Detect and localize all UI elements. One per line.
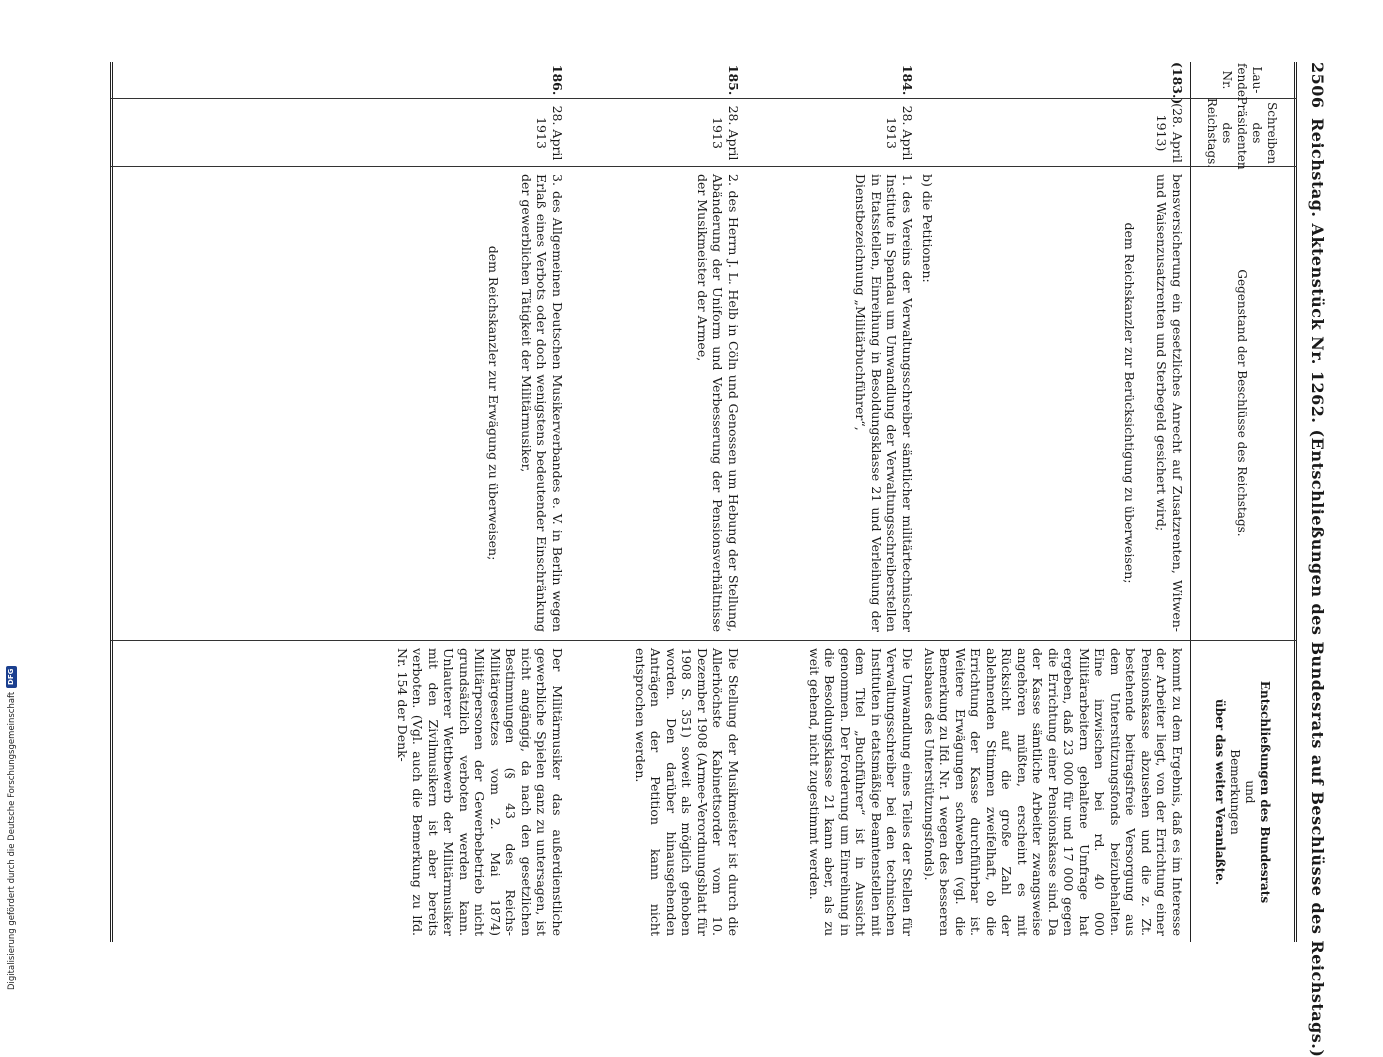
- column-header-gegenstand: [1195, 168, 1289, 638]
- header-line: Schreiben: [1265, 102, 1280, 164]
- header-rule: [1294, 62, 1297, 942]
- column-divider: [111, 166, 1297, 167]
- row-subject: 3. des Allgemeinen Deutschen Musikerverbandes e. V. in Berlin wegen Erlaß eines Verbots oder doch wenigstens bedeutender Einschränkung der gewerblichen Tätigkeit der Militärmusiker,: [519, 174, 565, 632]
- row-note: Die Umwandlung eines Teiles der Stellen für Verwaltungsschreiber bei den technischen Instituten in etatsmäßige Beamtenstellen mit dem Titel „Buchführer“ ist in Aussicht genommen. Der Forderung um Einreihung in die Besoldungsklasse 21 kann aber, als zu weit gehend, nicht zugestimmt werden.: [807, 648, 915, 936]
- row-number: 186.: [550, 64, 565, 96]
- header-line: Präsidenten: [1235, 96, 1250, 170]
- column-header-rule: [1190, 62, 1191, 942]
- column-divider: [111, 640, 1297, 641]
- page-number: 2506: [1308, 62, 1327, 109]
- row-number: (183.): [1170, 62, 1185, 105]
- row-date: 28. April 1913: [534, 105, 565, 161]
- header-line: Bemerkungen: [1228, 749, 1242, 835]
- row-date: 28. April 1913: [884, 105, 915, 161]
- header-line: des: [1220, 122, 1235, 144]
- column-header-lfd-nr: [1195, 62, 1289, 98]
- header-line: Lau-: [1250, 66, 1265, 94]
- page-title: Reichstag. Aktenstück Nr. 1262. (Entschließungen des Bundesrats auf Beschlüsse des Reichstags.): [1308, 118, 1327, 1057]
- dfg-logo: DFG: [6, 666, 17, 688]
- column-header-entschliessungen: [1195, 642, 1289, 942]
- row-note: kommt zu dem Ergebnis, daß es im Interesse der Arbeiter liegt, von der Errichtung einer Pensionskasse abzusehen und die z. Zt. bestehende beitragsfreie Versorgung aus dem Unterstützungsfonds beizubehalten. Eine inzwischen bei rd. 40 000 Militärarbeitern gehaltene Umfrage hat ergeben, daß 23 000 für und 17 000 gegen die Errichtung einer Pensionskasse sind. Da der Kasse sämtliche Arbeiter zwangsweise angehören müßten, erscheint es mit Rücksicht auf die große Zahl der ablehnenden Stimmen zweifelhaft, ob die Errichtung der Kasse durchführbar ist. Weitere Erwägungen schweben (vgl. die Bemerkung zu lfd. Nr. 1 wegen des besseren Ausbaues des Unterstützungsfonds).: [922, 648, 1185, 936]
- header-line: Nr.: [1220, 70, 1235, 90]
- header-line: Entschließungen des Bundesrats: [1258, 680, 1272, 904]
- column-header-schreiben: [1195, 96, 1289, 170]
- row-date: 28. April 1913: [710, 105, 741, 161]
- header-line: fende: [1235, 62, 1250, 98]
- row-action: dem Reichskanzler zur Berücksichtigung zu überweisen;: [1122, 222, 1137, 584]
- row-number: 184.: [900, 64, 915, 96]
- column-divider: [111, 98, 1297, 99]
- row-date: (28. April 1913): [1154, 103, 1185, 163]
- header-line: und: [1243, 780, 1257, 804]
- row-action: dem Reichskanzler zur Erwägung zu überweisen;: [486, 245, 501, 561]
- header-line: über das weiter Veranlaßte.: [1213, 698, 1227, 886]
- row-number: 185.: [726, 64, 741, 96]
- row-note: Die Stellung der Musikmeister ist durch die Allerhöchste Kabinettsorder vom 10. Dezember 1908 (Armee-Verordnungsblatt für 1908 S. 351) soweit als möglich gehoben worden. Den darüber hinausgehenden Anträgen der Petition kann nicht entsprochen werden.: [633, 648, 741, 936]
- scanned-document: [71, 62, 1331, 1057]
- header-line: Reichstags.: [1205, 97, 1220, 169]
- header-line: des: [1250, 122, 1265, 144]
- side-note: [6, 666, 17, 990]
- side-note-text: Digitalisierung gefördert durch die Deutsche Forschungsgemeinschaft: [7, 691, 17, 990]
- row-subject: 1. des Vereins der Verwaltungsschreiber sämtlicher militärtechnischer Institute in Spandau um Umwandlung der Verwaltungsschreiberstellen in Etatsstellen, Einreihung in Besoldungsklasse 21 und Verleihung der Dienstbezeichnung „Militärbuchführer“,: [853, 174, 915, 632]
- footer-rule: [110, 62, 113, 942]
- row-subject: bensversicherung ein gesetzliches Anrecht auf Zusatzrenten, Witwen- und Waisenzusatzrenten und Sterbegeld gesichert wird;: [1154, 174, 1185, 632]
- petitions-intro: b) die Petitionen:: [920, 174, 935, 283]
- page-header: [1301, 62, 1331, 1057]
- row-subject: 2. des Herrn J. L. Helb in Cöln und Genossen um Hebung der Stellung, Abänderung der Uniform und Verbesserung der Pensionsverhältnisse der Musikmeister der Armee,: [695, 174, 741, 632]
- header-line: Gegenstand der Beschlüsse des Reichstags.: [1235, 269, 1250, 537]
- row-note: Der Militärmusiker das außerdienstliche gewerbliche Spielen ganz zu untersagen, ist nicht angängig, da nach den gesetzlichen Bestimmungen (§ 43 des Reichs-Militärgesetzes vom 2. Mai 1874) Militärpersonen der Gewerbebetrieb nicht grundsätzlich verboten werden kann. Unlauterer Wettbewerb der Militärmusiker mit den Zivilmusikern ist aber bereits verboten. (Vgl. auch die Bemerkung zu lfd. Nr. 154 der Denk-: [395, 648, 565, 936]
